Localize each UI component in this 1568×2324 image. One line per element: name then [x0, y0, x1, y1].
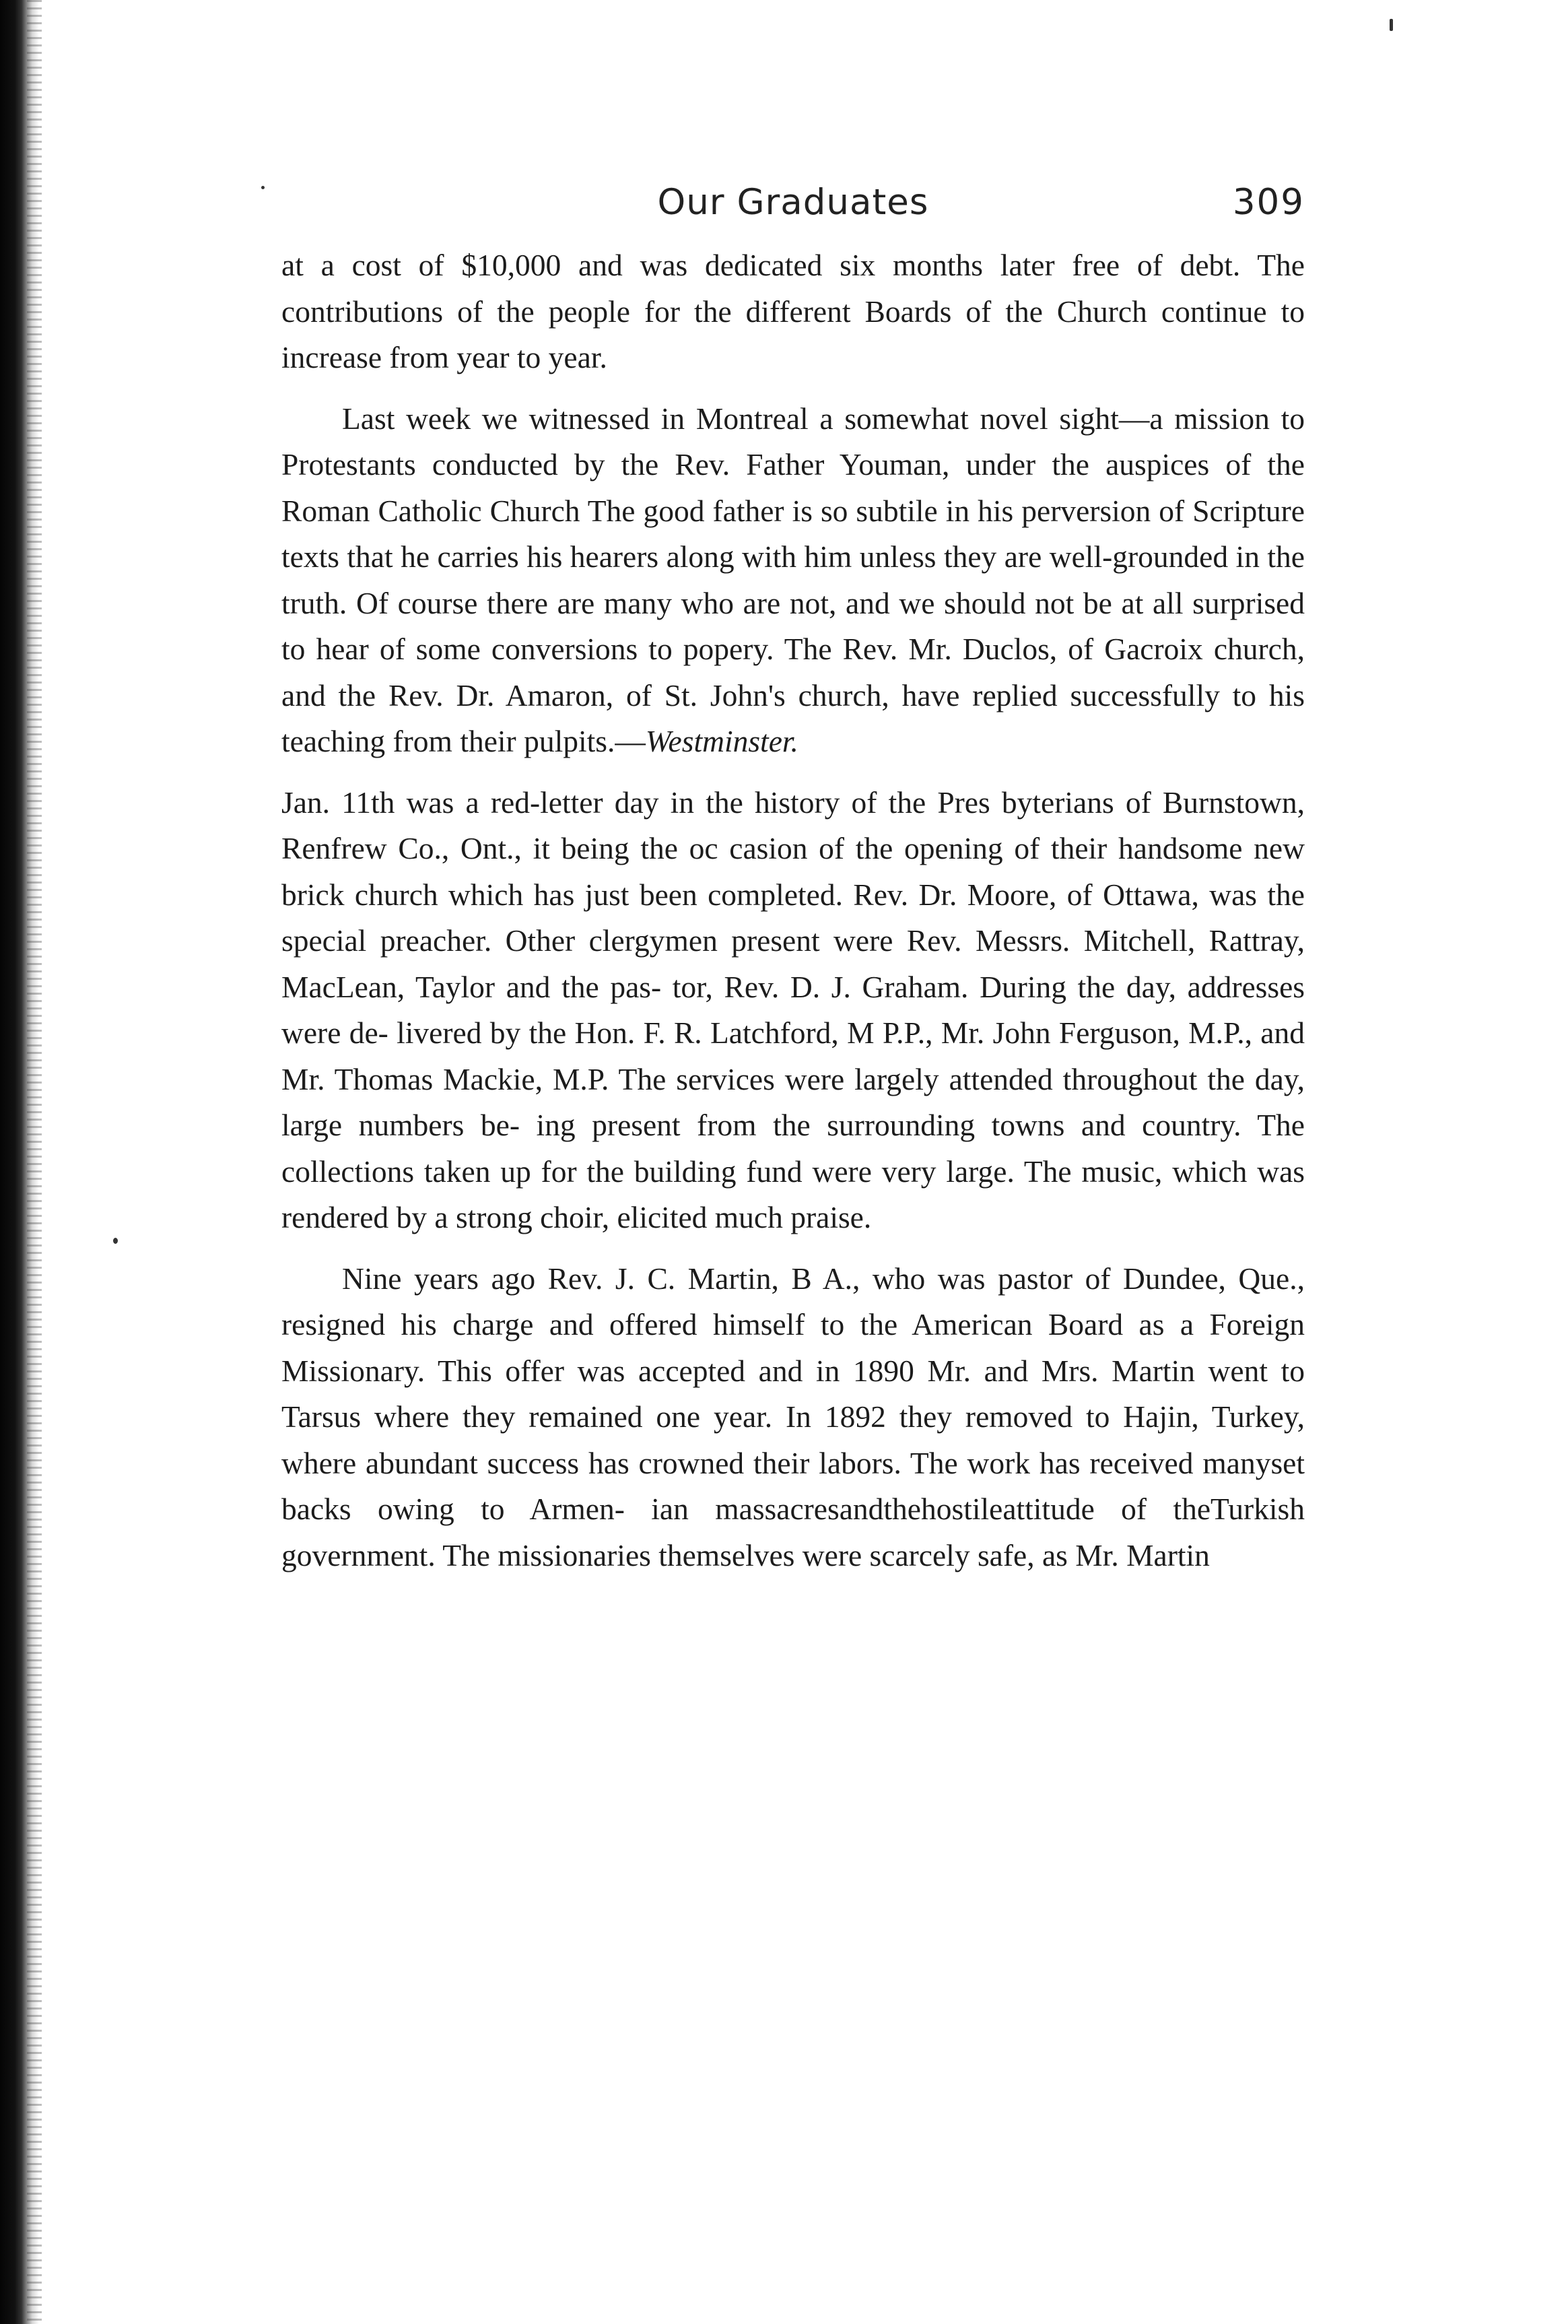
- paragraph-montreal-mission: [281, 396, 1305, 765]
- scan-mark: [1390, 19, 1393, 31]
- paragraph-text: Last week we witnessed in Montreal a somewhat novel sight—a mission to Protestants conducted by the Rev. Father Youman, under the auspices of the Roman Catholic Church The good father is so subtile in his perversion of Scripture texts that he carries his hearers along with him unless they are well-grounded in the truth. Of course there are many who are not, and we should not be at all surprised to hear of some conversions to popery. The Rev. Mr. Duclos, of Gacroix church, and the Rev. Dr. Amaron, of St. John's church, have replied successfully to his teaching from their pulpits.—: [281, 401, 1305, 758]
- paragraph-martin-missionary: Nine years ago Rev. J. C. Martin, B A., who was pastor of Dundee, Que., resigned his charge and offered himself to the American Board as a Foreign Missionary. This offer was accepted and in 1890 Mr. and Mrs. Martin went to Tarsus where they remained one year. In 1892 they removed to Hajin, Turkey, where abundant success has crowned their labors. The work has received manyset backs owing to Armen- ian massacresandthehostileattitude of theTurkish government. The missionaries themselves were scarcely safe, as Mr. Martin: [281, 1261, 1305, 1572]
- ink-speck: [261, 186, 265, 189]
- book-page: [281, 182, 1305, 1579]
- running-title: Our Graduates: [657, 182, 929, 223]
- paragraph-burnstown-church: Jan. 11th was a red-letter day in the history of the Pres byterians of Burnstown, Renfrew Co., Ont., it being the oc casion of the opening of their handsome new brick church which has just been completed. Rev. Dr. Moore, of Ottawa, was the special preacher. Other clergymen present were Rev. Messrs. Mitchell, Rattray, MacLean, Taylor and the pas- tor, Rev. D. J. Graham. During the day, addresses were de- livered by the Hon. F. R. Latchford, M P.P., Mr. John Ferguson, M.P., and Mr. Thomas Mackie, M.P. The services were largely attended throughout the day, large numbers be- ing present from the surrounding towns and country. The collections taken up for the building fund were very large. The music, which was rendered by a strong choir, elicited much praise.: [281, 785, 1305, 1234]
- source-citation: Westminster.: [645, 724, 798, 758]
- body-text: [281, 242, 1305, 1579]
- page-number: 309: [1232, 182, 1305, 223]
- ink-speck: [113, 1238, 118, 1244]
- paragraph-continuation: at a cost of $10,000 and was dedicated six months later free of debt. The contributions of the people for the different Boards of the Church continue to increase from year to year.: [281, 248, 1305, 374]
- binding-shadow: [27, 0, 42, 2324]
- running-head: [281, 182, 1305, 242]
